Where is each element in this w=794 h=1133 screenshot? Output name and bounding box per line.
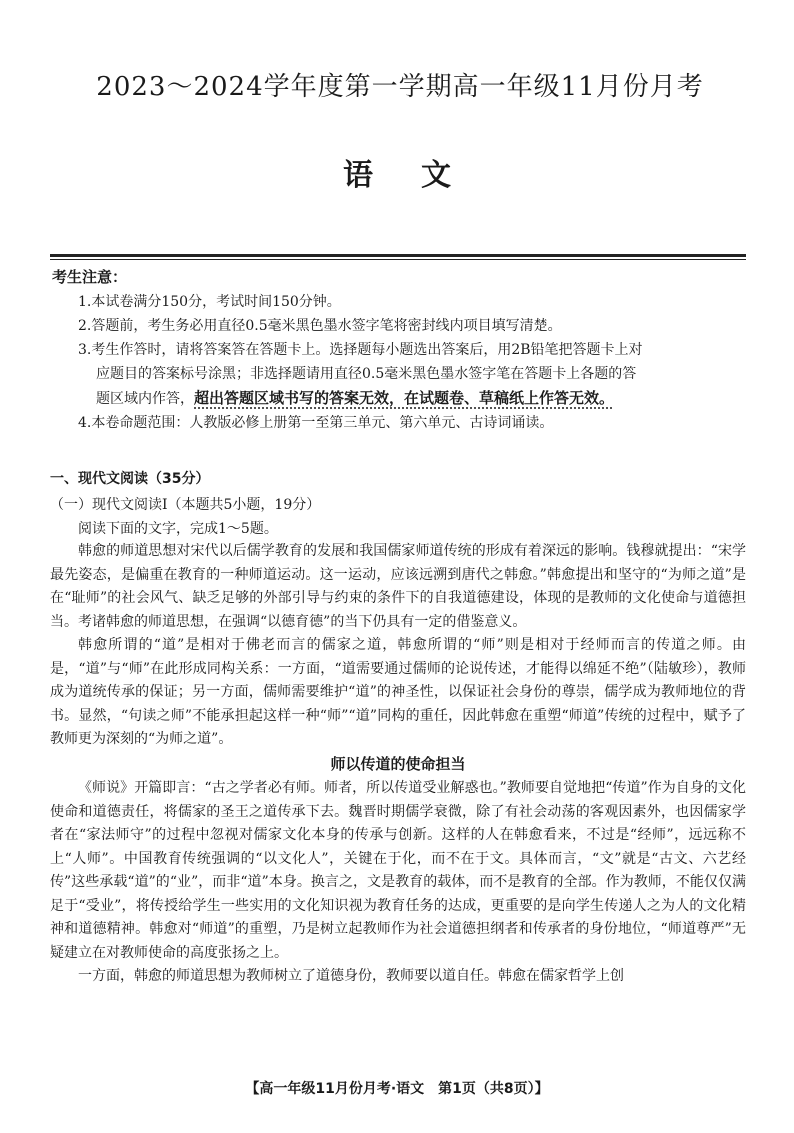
passage-paragraph-2: 韩愈所谓的“道”是相对于佛老而言的儒家之道，韩愈所谓的“师”则是相对于经师而言的传道之师。由是，“道”与“师”在此形成同构关系：一方面，“道需要通过儒师的论说传述，才能得以绵延不绝”（陆敏珍），教师成为道统传承的保证；另一方面，儒师需要维护“道”的神圣性，以保证社会身份的尊崇，儒学成为教师地位的背书。显然，“句读之师”不能承担起这样一种“师”“道”同构的重任，因此韩愈在重塑“师道”传统的过程中，赋予了教师更为深刻的“为师之道”。 bbox=[50, 637, 746, 747]
passage-paragraph-4: 一方面，韩愈的师道思想为教师树立了道德身份，教师要以道自任。韩愈在儒家哲学上创 bbox=[78, 968, 624, 984]
notice-item-2: 2.答题前，考生务必用直径0.5毫米黑色墨水签字笔将密封线内项目填写清楚。 bbox=[78, 318, 562, 334]
header-divider-thick bbox=[50, 254, 746, 257]
passage-paragraph-3: 《师说》开篇即言：“古之学者必有师。师者，所以传道受业解惑也。”教师要自觉地把“传道”作为自身的文化使命和道德责任，将儒家的圣王之道传承下去。魏晋时期儒学衰微，除了有社会动荡的客观因素外，也因儒家学者在“家法师守”的过程中忽视对儒家文化本身的传承与创新。这样的人在韩愈看来，不过是“经师”，远远称不上“人师”。中国教育传统强调的“以文化人”，关键在于化，而不在于文。具体而言，“文”就是“古文、六艺经传”这些承载“道”的“业”，而非“道”本身。换言之，文是教育的载体，而不是教育的全部。作为教师，不能仅仅满足于“受业”，将传授给学生一些实用的文化知识视为教育任务的达成，更重要的是向学生传递人之为人的文化精神和道德精神。韩愈对“师道”的重塑，乃是树立起教师作为社会道德担纲者和传承者的身份地位，“师道尊严”无疑建立在对教师使命的高度张扬之上。 bbox=[50, 780, 746, 961]
section-heading: 一、现代文阅读（35分） bbox=[50, 471, 210, 487]
notice-item-3-line-3 bbox=[78, 386, 738, 411]
notice-list bbox=[78, 290, 738, 435]
notice-item-3-line-2: 应题目的答案标号涂黑；非选择题请用直径0.5毫米黑色墨水签字笔在答题卡上各题的答 bbox=[96, 366, 637, 382]
section-subheading: （一）现代文阅读Ⅰ（本题共5小题，19分） bbox=[50, 497, 321, 513]
notice-item-1: 1.本试卷满分150分，考试时间150分钟。 bbox=[78, 294, 341, 310]
notice-item-3-emphasis: 超出答题区域书写的答案无效，在试题卷、草稿纸上作答无效。 bbox=[194, 389, 615, 407]
notice-heading: 考生注意： bbox=[52, 268, 128, 286]
notice-item-4: 4.本卷命题范围：人教版必修上册第一至第三单元、第六单元、古诗词诵读。 bbox=[78, 415, 554, 431]
subject-title: 语文 bbox=[343, 158, 499, 193]
notice-item-3-plain: 题区域内作答， bbox=[96, 391, 194, 407]
page-footer: 【高一年级11月份月考·语文 第1页（共8页）】 bbox=[245, 1081, 549, 1097]
reading-instruction: 阅读下面的文字，完成1～5题。 bbox=[78, 521, 278, 537]
passage-paragraph-1: 韩愈的师道思想对宋代以后儒学教育的发展和我国儒家师道传统的形成有着深远的影响。钱穆就提出：“宋学最先姿态，是偏重在教育的一种师道运动。这一运动，应该远溯到唐代之韩愈。”韩愈提出和坚守的“为师之道”是在“耻师”的社会风气、缺乏足够的外部引导与约束的条件下的自我道德建设，体现的是教师的文化使命与道德担当。考诸韩愈的师道思想，在强调“以德育德”的当下仍具有一定的借鉴意义。 bbox=[50, 543, 746, 630]
header-divider-thin bbox=[50, 259, 746, 260]
notice-item-3-line-1: 3.考生作答时，请将答案答在答题卡上。选择题每小题选出答案后，用2B铅笔把答题卡上对 bbox=[78, 342, 643, 358]
passage-subtitle: 师以传道的使命担当 bbox=[330, 754, 466, 773]
reading-passage bbox=[50, 540, 746, 989]
exam-title: 2023～2024学年度第一学期高一年级11月份月考 bbox=[96, 72, 704, 102]
